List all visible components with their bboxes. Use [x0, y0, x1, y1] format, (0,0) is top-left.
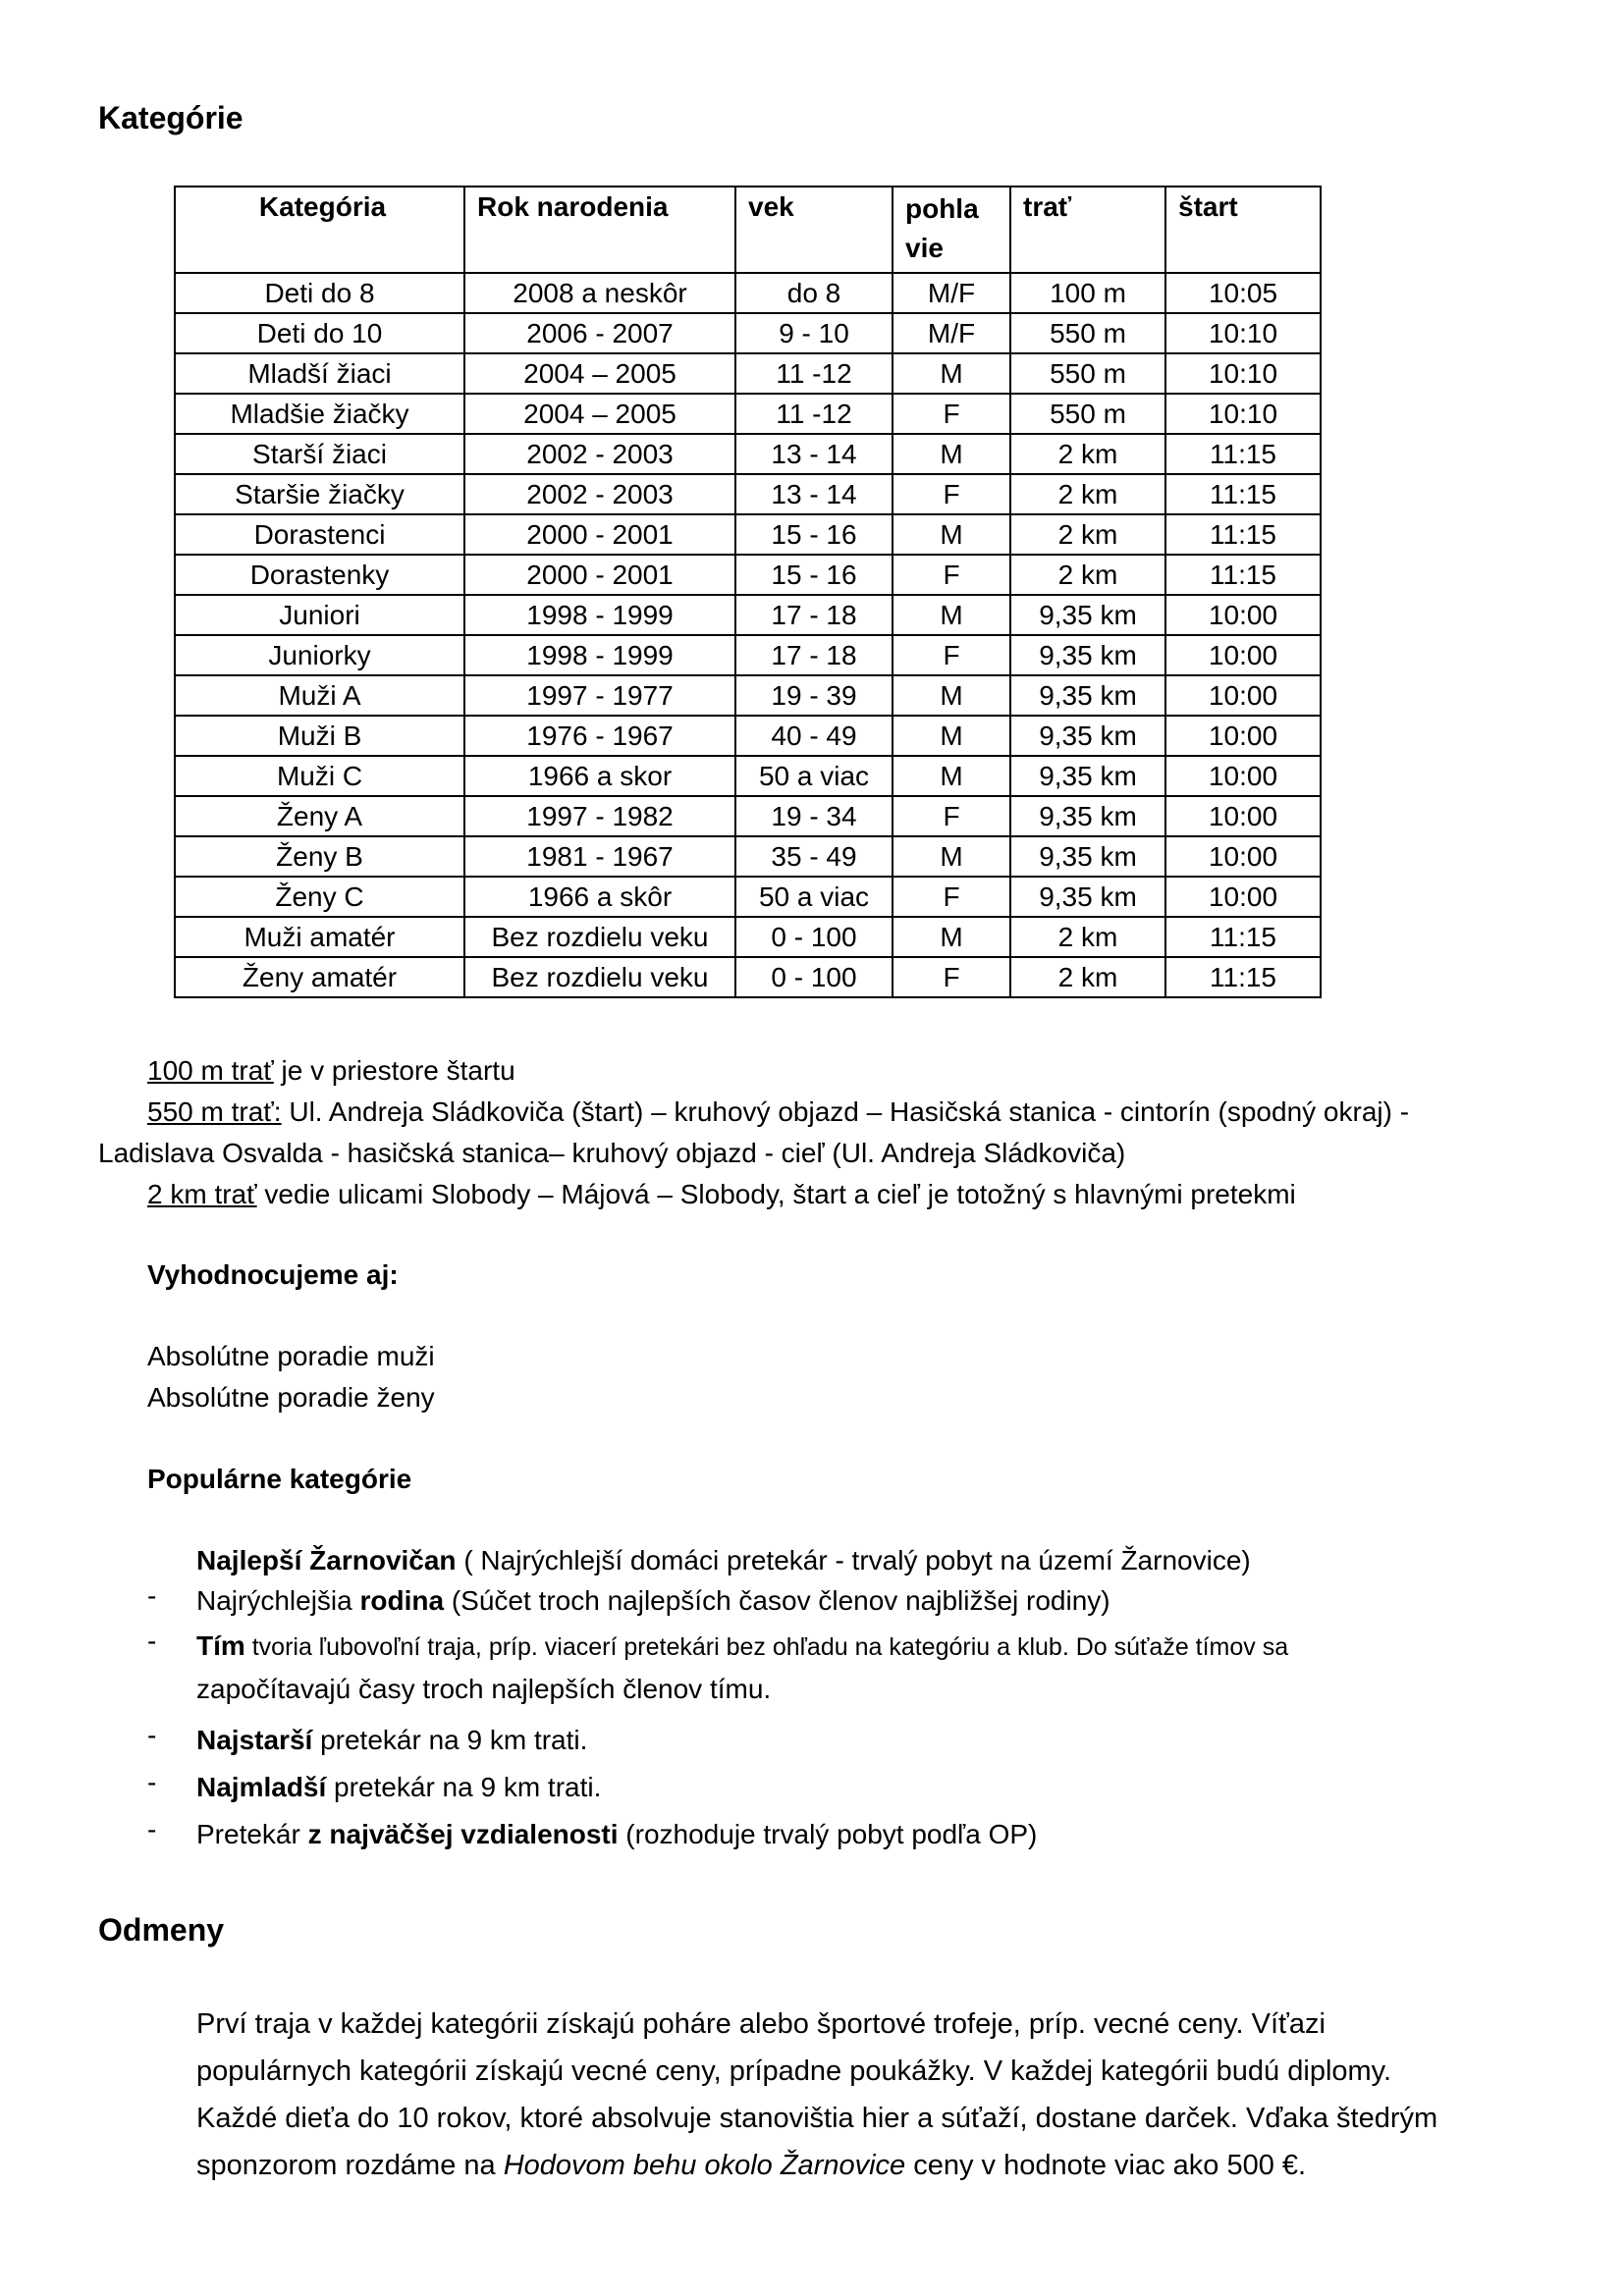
cell-kategoria: Ženy A [175, 796, 464, 836]
trat-550m-label: 550 m trať: [147, 1096, 282, 1127]
cell-pohlavie: M [893, 595, 1010, 635]
table-row [175, 635, 1321, 675]
header-start: štart [1165, 187, 1321, 273]
cell-rok-narodenia: 2000 - 2001 [464, 514, 735, 555]
odmeny-line [196, 2142, 1532, 2189]
cell-pohlavie: M [893, 675, 1010, 716]
cell-pohlavie: M [893, 434, 1010, 474]
cell-vek: 15 - 16 [735, 514, 893, 555]
najmladsi-bold: Najmladší [196, 1772, 327, 1802]
popularne-vzdialenost [196, 1814, 1037, 1855]
table-row [175, 595, 1321, 635]
header-trat: trať [1010, 187, 1165, 273]
cell-pohlavie: F [893, 474, 1010, 514]
cell-vek: 19 - 39 [735, 675, 893, 716]
table-row [175, 394, 1321, 434]
cell-start: 10:00 [1165, 675, 1321, 716]
cell-vek: 15 - 16 [735, 555, 893, 595]
popularne-tim-continued: započítavajú časy troch najlepších členov tímu. [196, 1674, 772, 1704]
cell-kategoria: Mladší žiaci [175, 353, 464, 394]
table-row [175, 313, 1321, 353]
cell-pohlavie: M [893, 756, 1010, 796]
rodina-text: (Súčet troch najlepších časov členov najbližšej rodiny) [444, 1585, 1110, 1616]
cell-vek: 17 - 18 [735, 595, 893, 635]
cell-kategoria: Starší žiaci [175, 434, 464, 474]
cell-pohlavie: M/F [893, 273, 1010, 313]
cell-trat: 2 km [1010, 957, 1165, 997]
tim-text-1: tvoria ľubovoľní traja, príp. viacerí pretekári bez ohľadu na kategóriu a klub. Do súťaže tímov sa [244, 1633, 1289, 1661]
trat-100m-text: je v priestore štartu [273, 1055, 515, 1086]
vzdialenost-bold: z najväčšej vzdialenosti [307, 1819, 619, 1849]
header-pohlavie [893, 187, 1010, 273]
odmeny-paragraph [196, 2001, 1532, 2189]
cell-rok-narodenia: Bez rozdielu veku [464, 957, 735, 997]
bullet-dash: - [147, 1626, 157, 1656]
table-row [175, 514, 1321, 555]
table-row [175, 756, 1321, 796]
bullet-dash: - [147, 1767, 157, 1797]
cell-start: 11:15 [1165, 474, 1321, 514]
cell-kategoria: Muži B [175, 716, 464, 756]
tim-bold: Tím [196, 1630, 245, 1661]
cell-pohlavie: F [893, 957, 1010, 997]
cell-start: 11:15 [1165, 917, 1321, 957]
cell-pohlavie: M [893, 353, 1010, 394]
table-row [175, 877, 1321, 917]
najmladsi-text: pretekár na 9 km trati. [326, 1772, 602, 1802]
odmeny-line: Prví traja v každej kategórii získajú poháre alebo športové trofeje, príp. vecné ceny. Víťazi [196, 2008, 1326, 2040]
cell-pohlavie: M [893, 514, 1010, 555]
cell-start: 10:10 [1165, 394, 1321, 434]
cell-kategoria: Mladšie žiačky [175, 394, 464, 434]
vzdialenost-pre: Pretekár [196, 1819, 308, 1849]
trat-100m [147, 1050, 515, 1092]
najlepsi-text: ( Najrýchlejší domáci pretekár - trvalý pobyt na území Žarnovice) [456, 1545, 1251, 1575]
najstarsi-bold: Najstarší [196, 1725, 313, 1755]
cell-trat: 2 km [1010, 434, 1165, 474]
cell-trat: 9,35 km [1010, 836, 1165, 877]
cell-trat: 550 m [1010, 313, 1165, 353]
odmeny-line4-pre: sponzorom rozdáme na [196, 2150, 504, 2181]
cell-kategoria: Staršie žiačky [175, 474, 464, 514]
cell-start: 10:10 [1165, 313, 1321, 353]
odmeny-line: Každé dieťa do 10 rokov, ktoré absolvuje stanovištia hier a súťaží, dostane darček. Vďaka štedrým [196, 2103, 1438, 2134]
event-name: Hodovom behu okolo Žarnovice [503, 2150, 906, 2181]
cell-pohlavie: M [893, 716, 1010, 756]
table-row [175, 836, 1321, 877]
cell-kategoria: Juniori [175, 595, 464, 635]
cell-trat: 9,35 km [1010, 796, 1165, 836]
table-row [175, 555, 1321, 595]
cell-kategoria: Deti do 10 [175, 313, 464, 353]
vyhodnocujeme-item-muzi: Absolútne poradie muži [147, 1341, 435, 1371]
header-kategoria: Kategória [175, 187, 464, 273]
cell-pohlavie: F [893, 635, 1010, 675]
cell-vek: 0 - 100 [735, 957, 893, 997]
cell-trat: 2 km [1010, 514, 1165, 555]
cell-kategoria: Ženy C [175, 877, 464, 917]
cell-rok-narodenia: 1981 - 1967 [464, 836, 735, 877]
popularne-rodina [196, 1580, 1110, 1622]
cell-vek: 35 - 49 [735, 836, 893, 877]
bullet-dash: - [147, 1814, 157, 1844]
popularne-tim [196, 1626, 1288, 1668]
table-row [175, 273, 1321, 313]
cell-start: 11:15 [1165, 514, 1321, 555]
cell-kategoria: Dorastenky [175, 555, 464, 595]
table-body [175, 273, 1321, 997]
cell-vek: do 8 [735, 273, 893, 313]
table-row [175, 917, 1321, 957]
cell-trat: 2 km [1010, 474, 1165, 514]
vyhodnocujeme-title: Vyhodnocujeme aj: [147, 1259, 399, 1290]
bullet-dash: - [147, 1580, 157, 1611]
najlepsi-bold: Najlepší Žarnovičan [196, 1545, 457, 1575]
header-vek: vek [735, 187, 893, 273]
cell-vek: 11 -12 [735, 394, 893, 434]
categories-table [174, 186, 1322, 998]
trat-2km-label: 2 km trať [147, 1179, 257, 1209]
cell-rok-narodenia: 1976 - 1967 [464, 716, 735, 756]
popularne-najmladsi [196, 1767, 601, 1808]
cell-start: 11:15 [1165, 555, 1321, 595]
table-row [175, 796, 1321, 836]
trat-2km-text: vedie ulicami Slobody – Májová – Slobody, štart a cieľ je totožný s hlavnými pretekmi [256, 1179, 1296, 1209]
trat-550m [147, 1092, 1409, 1133]
cell-start: 10:00 [1165, 836, 1321, 877]
cell-trat: 9,35 km [1010, 635, 1165, 675]
cell-start: 11:15 [1165, 957, 1321, 997]
cell-pohlavie: F [893, 394, 1010, 434]
cell-rok-narodenia: Bez rozdielu veku [464, 917, 735, 957]
cell-trat: 9,35 km [1010, 595, 1165, 635]
table-header-row [175, 187, 1321, 273]
odmeny-line: populárnych kategórii získajú vecné ceny, prípadne poukážky. V každej kategórii budú diplomy. [196, 2056, 1392, 2087]
cell-vek: 40 - 49 [735, 716, 893, 756]
cell-pohlavie: F [893, 796, 1010, 836]
cell-start: 10:05 [1165, 273, 1321, 313]
cell-start: 10:00 [1165, 595, 1321, 635]
heading-kategorie: Kategórie [98, 100, 244, 135]
table-row [175, 675, 1321, 716]
cell-trat: 9,35 km [1010, 756, 1165, 796]
trat-2km [147, 1174, 1296, 1215]
cell-start: 10:10 [1165, 353, 1321, 394]
cell-kategoria: Juniorky [175, 635, 464, 675]
table-row [175, 957, 1321, 997]
cell-vek: 50 a viac [735, 756, 893, 796]
cell-vek: 17 - 18 [735, 635, 893, 675]
cell-pohlavie: M [893, 917, 1010, 957]
cell-start: 10:00 [1165, 635, 1321, 675]
cell-pohlavie: M/F [893, 313, 1010, 353]
cell-rok-narodenia: 2004 – 2005 [464, 353, 735, 394]
cell-vek: 11 -12 [735, 353, 893, 394]
cell-start: 11:15 [1165, 434, 1321, 474]
cell-trat: 2 km [1010, 917, 1165, 957]
cell-start: 10:00 [1165, 756, 1321, 796]
cell-pohlavie: M [893, 836, 1010, 877]
cell-kategoria: Muži C [175, 756, 464, 796]
cell-trat: 550 m [1010, 394, 1165, 434]
cell-rok-narodenia: 1997 - 1982 [464, 796, 735, 836]
trat-550m-continued: Ladislava Osvalda - hasičská stanica– kruhový objazd - cieľ (Ul. Andreja Sládkoviča) [98, 1138, 1126, 1168]
cell-kategoria: Dorastenci [175, 514, 464, 555]
cell-vek: 13 - 14 [735, 434, 893, 474]
cell-trat: 9,35 km [1010, 675, 1165, 716]
bullet-dash: - [147, 1720, 157, 1750]
cell-kategoria: Deti do 8 [175, 273, 464, 313]
cell-pohlavie: F [893, 555, 1010, 595]
cell-vek: 50 a viac [735, 877, 893, 917]
cell-start: 10:00 [1165, 716, 1321, 756]
trat-550m-text-1: Ul. Andreja Sládkoviča (štart) – kruhový objazd – Hasičská stanica - cintorín (spodný okraj) - [281, 1096, 1410, 1127]
header-pohlavie-text: pohla vie [905, 193, 979, 263]
odmeny-line4-post: ceny v hodnote viac ako 500 €. [905, 2150, 1307, 2181]
cell-rok-narodenia: 2006 - 2007 [464, 313, 735, 353]
cell-vek: 13 - 14 [735, 474, 893, 514]
cell-kategoria: Ženy B [175, 836, 464, 877]
cell-vek: 19 - 34 [735, 796, 893, 836]
cell-rok-narodenia: 2004 – 2005 [464, 394, 735, 434]
cell-rok-narodenia: 1998 - 1999 [464, 595, 735, 635]
cell-pohlavie: F [893, 877, 1010, 917]
heading-odmeny: Odmeny [98, 1912, 225, 1948]
rodina-bold: rodina [359, 1585, 445, 1616]
vzdialenost-text: (rozhoduje trvalý pobyt podľa OP) [618, 1819, 1038, 1849]
cell-vek: 9 - 10 [735, 313, 893, 353]
cell-rok-narodenia: 1966 a skor [464, 756, 735, 796]
cell-rok-narodenia: 2000 - 2001 [464, 555, 735, 595]
cell-trat: 9,35 km [1010, 716, 1165, 756]
vyhodnocujeme-item-zeny: Absolútne poradie ženy [147, 1382, 435, 1413]
cell-rok-narodenia: 2002 - 2003 [464, 434, 735, 474]
popularne-najstarsi [196, 1720, 587, 1761]
cell-start: 10:00 [1165, 877, 1321, 917]
cell-start: 10:00 [1165, 796, 1321, 836]
cell-kategoria: Ženy amatér [175, 957, 464, 997]
cell-trat: 550 m [1010, 353, 1165, 394]
rodina-pre: Najrýchlejšia [196, 1585, 360, 1616]
table-row [175, 474, 1321, 514]
table-row [175, 716, 1321, 756]
cell-kategoria: Muži amatér [175, 917, 464, 957]
cell-rok-narodenia: 2002 - 2003 [464, 474, 735, 514]
cell-vek: 0 - 100 [735, 917, 893, 957]
cell-trat: 2 km [1010, 555, 1165, 595]
table-row [175, 353, 1321, 394]
table-row [175, 434, 1321, 474]
cell-kategoria: Muži A [175, 675, 464, 716]
cell-rok-narodenia: 1998 - 1999 [464, 635, 735, 675]
header-rok-narodenia: Rok narodenia [464, 187, 735, 273]
cell-trat: 100 m [1010, 273, 1165, 313]
cell-trat: 9,35 km [1010, 877, 1165, 917]
cell-rok-narodenia: 1966 a skôr [464, 877, 735, 917]
cell-rok-narodenia: 2008 a neskôr [464, 273, 735, 313]
trat-100m-label: 100 m trať [147, 1055, 274, 1086]
popularne-najlepsi [196, 1540, 1251, 1581]
popularne-title: Populárne kategórie [147, 1464, 412, 1494]
cell-rok-narodenia: 1997 - 1977 [464, 675, 735, 716]
najstarsi-text: pretekár na 9 km trati. [312, 1725, 588, 1755]
